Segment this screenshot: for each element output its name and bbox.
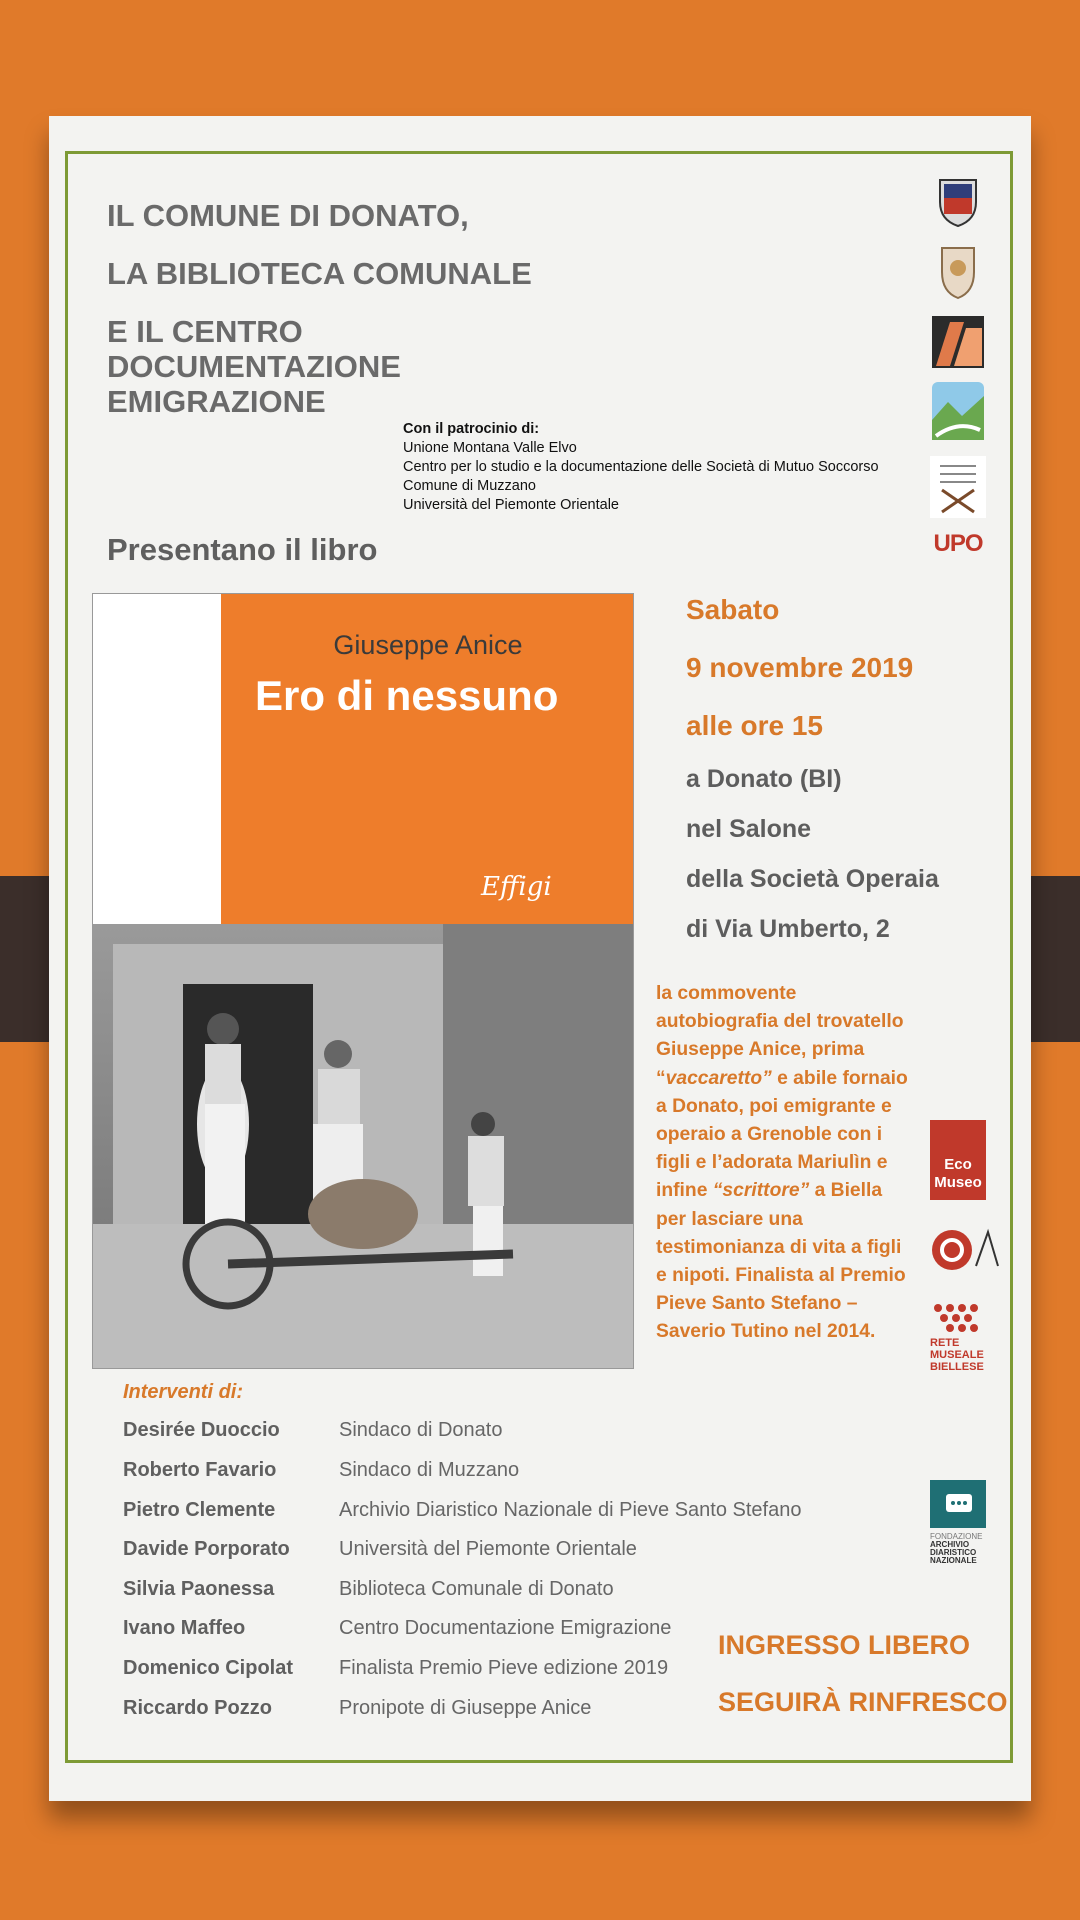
speaker-name: Roberto Favario <box>123 1459 277 1481</box>
cover-photo <box>93 924 634 1369</box>
patronage-block <box>403 420 879 515</box>
speaker-name: Silvia Paonessa <box>123 1578 275 1600</box>
header-line-2: LA BIBLIOTECA COMUNALE <box>107 256 532 291</box>
patronage-item: Università del Piemonte Orientale <box>403 497 619 513</box>
book-title: Ero di nessuno <box>255 672 559 719</box>
speaker-role: Sindaco di Muzzano <box>339 1459 520 1481</box>
speech-bubble-icon <box>930 1480 986 1528</box>
rete-grid-icon <box>930 1302 986 1332</box>
patronage-title: Con il patrocinio di: <box>403 421 540 437</box>
speaker-role: Archivio Diaristico Nazionale di Pieve Santo Stefano <box>339 1499 802 1521</box>
speaker-role: Finalista Premio Pieve edizione 2019 <box>339 1657 669 1679</box>
event-place-2: nel Salone <box>686 815 812 843</box>
emigrazione-logo-icon <box>930 1222 1010 1278</box>
event-date: 9 novembre 2019 <box>686 652 914 683</box>
speaker-name: Davide Porporato <box>123 1538 290 1560</box>
rete-museale-logo-icon: RETE MUSEALE BIELLESE <box>930 1302 986 1370</box>
book-description: la commovente autobiografia del trovatello Giuseppe Anice, prima “vaccaretto” e abile fornaio a Donato, poi emigrante e operaio a Grenoble con i figli e l’adorata Mariulìn e infine “scrittore” a Biella per lasciare una testimonianza di vita a figli e nipoti. Finalista al Premio Pieve Santo Stefano – Saverio Tutino nel 2014. <box>656 983 908 1343</box>
book-cover <box>92 593 634 1369</box>
header-line-3a: E IL CENTRO <box>107 314 303 349</box>
speaker-role: Università del Piemonte Orientale <box>339 1538 637 1560</box>
centro-mutuo-soccorso-logo-icon <box>930 456 986 518</box>
valle-elvo-logo-icon <box>930 380 986 442</box>
patronage-item: Centro per lo studio e la documentazione delle Società di Mutuo Soccorso <box>403 459 879 475</box>
comune-muzzano-crest-icon <box>930 238 986 302</box>
event-time: alle ore 15 <box>686 710 823 741</box>
event-place-3: della Società Operaia <box>686 865 939 893</box>
speaker-name: Domenico Cipolat <box>123 1657 294 1679</box>
presentano-heading: Presentano il libro <box>107 532 378 567</box>
speaker-role: Sindaco di Donato <box>339 1419 503 1441</box>
speaker-role: Biblioteca Comunale di Donato <box>339 1578 614 1600</box>
ecomuseo-logo-icon: Eco Museo <box>930 1120 986 1200</box>
header-line-3b: DOCUMENTAZIONE <box>107 349 401 384</box>
publisher-logo: Effigi <box>481 872 552 902</box>
header-line-3c: EMIGRAZIONE <box>107 384 326 419</box>
speaker-name: Riccardo Pozzo <box>123 1697 272 1719</box>
archivio-diaristico-logo-icon: FONDAZIONE ARCHIVIO DIARISTICO NAZIONALE <box>930 1480 986 1562</box>
book-cover-band <box>221 594 634 924</box>
speaker-role: Pronipote di Giuseppe Anice <box>339 1697 592 1719</box>
interventi-title: Interventi di: <box>123 1381 244 1403</box>
patronage-item: Unione Montana Valle Elvo <box>403 440 577 456</box>
comune-crest-icon <box>930 172 986 228</box>
seguira-rinfresco: SEGUIRÀ RINFRESCO <box>718 1687 1008 1717</box>
event-place-1: a Donato (BI) <box>686 765 842 793</box>
unione-montana-logo-icon <box>930 314 986 370</box>
speaker-name: Ivano Maffeo <box>123 1617 246 1639</box>
patronage-item: Comune di Muzzano <box>403 478 536 494</box>
upo-logo-icon: UPO <box>933 530 983 557</box>
ingresso-libero: INGRESSO LIBERO <box>718 1630 971 1660</box>
header-line-1: IL COMUNE DI DONATO, <box>107 198 469 233</box>
event-day: Sabato <box>686 594 780 625</box>
book-author: Giuseppe Anice <box>333 630 523 660</box>
speaker-name: Desirée Duoccio <box>123 1419 280 1441</box>
speaker-name: Pietro Clemente <box>123 1499 276 1521</box>
event-place-4: di Via Umberto, 2 <box>686 915 890 943</box>
speaker-role: Centro Documentazione Emigrazione <box>339 1617 672 1639</box>
